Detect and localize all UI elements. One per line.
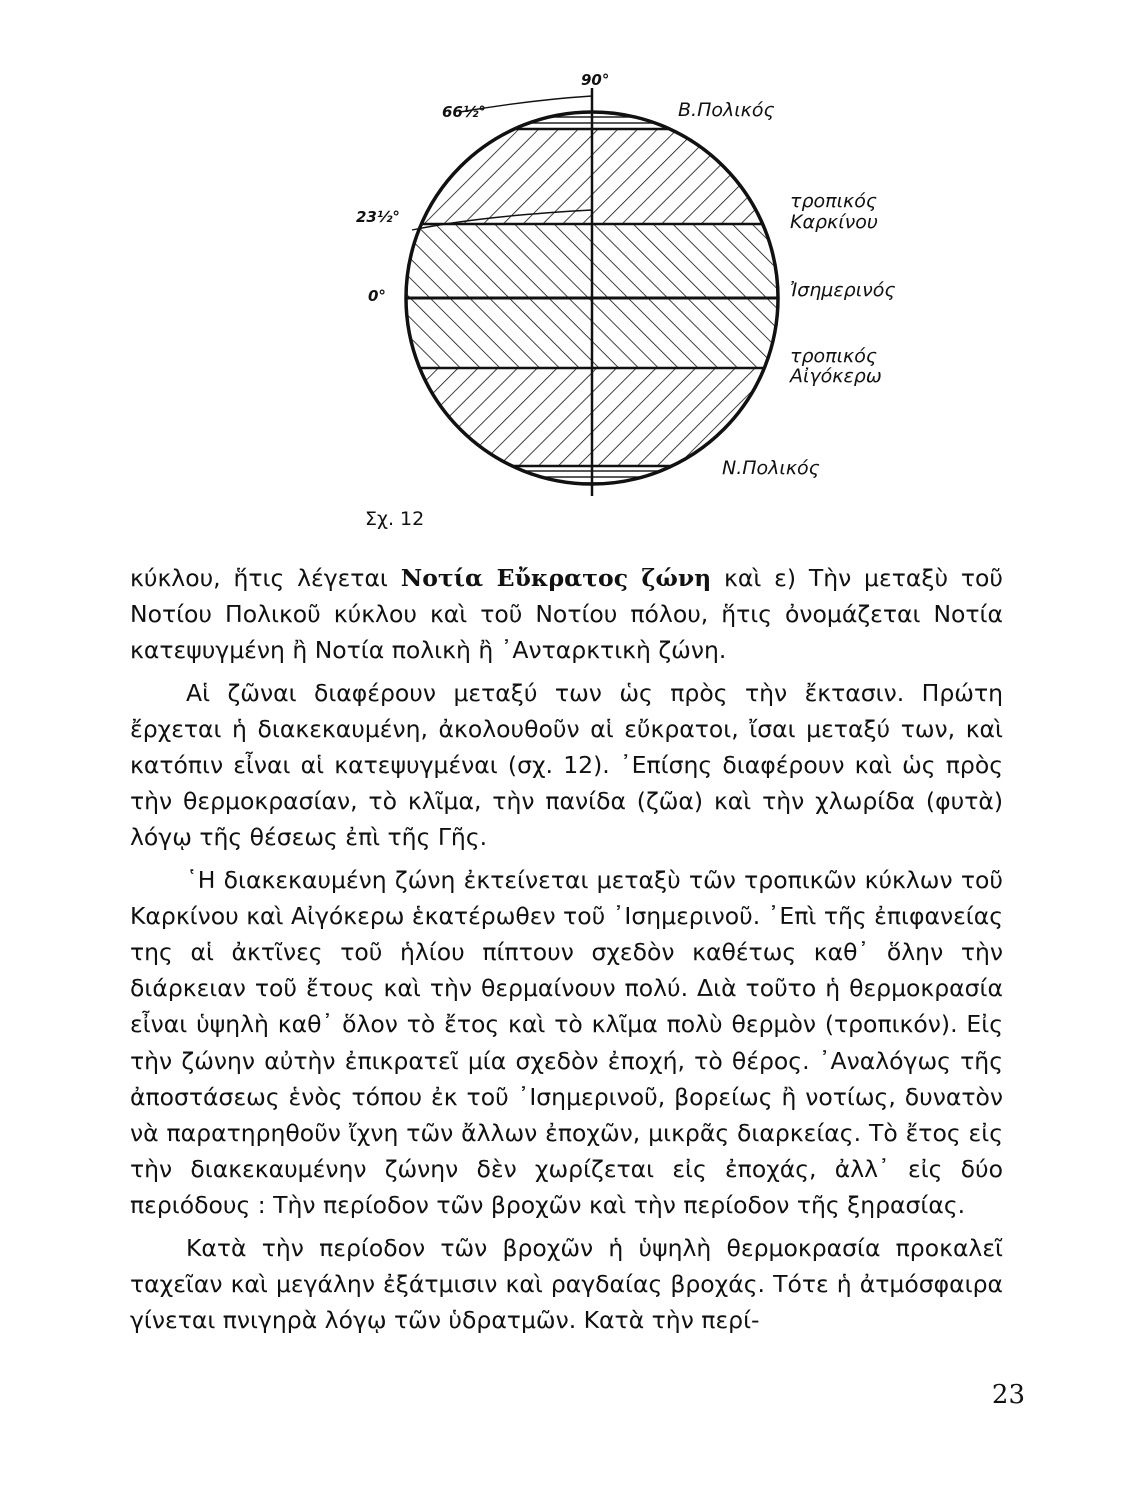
paragraph-4: Κατὰ τὴν περίοδον τῶν βροχῶν ἡ ὑψηλὴ θερμοκρασία προκαλεῖ ταχεῖαν καὶ μεγάλην ἐξάτμισιν καὶ ραγδαίας βροχάς. Τότε ἡ ἀτμόσφαιρα γίνεται πνιγηρὰ λόγῳ τῶν ὑδρατμῶν. Κατὰ τὴν περί- [130,1233,1003,1335]
paragraph-1 [130,560,1003,669]
label-tropic-capricorn-1: τροπικός [790,345,877,367]
zones-figure [330,60,896,510]
label-0-degrees: 0° [368,287,386,305]
paragraph-3: ῾Η διακεκαυμένη ζώνη ἐκτείνεται μεταξὺ τῶν τροπικῶν κύκλων τοῦ Καρκίνου καὶ Αἰγόκερω ἑκατέρωθεν τοῦ ᾿Ισημερινοῦ. ᾿Επὶ τῆς ἐπιφανείας της αἱ ἀκτῖνες τοῦ ἡλίου πίπτουν σχεδὸν καθέτως καθ᾿ ὅλην τὴν διάρκειαν τοῦ ἔτους καὶ τὴν θερμαίνουν πολύ. Διὰ τοῦτο ἡ θερμοκρασία εἶναι ὑψηλὴ καθ᾿ ὅλον τὸ ἔτος καὶ τὸ κλῖμα πολὺ θερμὸν (τροπικόν). Εἰς τὴν ζώνην αὐτὴν ἐπικρατεῖ μία σχεδὸν ἐποχή, τὸ θέρος. ᾿Αναλόγως τῆς ἀποστάσεως ἑνὸς τόπου ἐκ τοῦ ᾿Ισημερινοῦ, βορείως ἢ νοτίως, δυνατὸν νὰ παρατηρηθοῦν ἴχνη τῶν ἄλλων ἐποχῶν, μικρᾶς διαρκείας. Τὸ ἔτος εἰς τὴν διακεκαυμένην ζώνην δὲν χωρίζεται εἰς ἐποχάς, ἀλλ᾿ εἰς δύο περιόδους : Τὴν περίοδον τῶν βροχῶν καὶ τὴν περίοδον τῆς ξηρασίας. [130,865,1004,1220]
body-text [130,560,1003,1338]
label-equator: Ἰσημερινός [790,279,896,301]
label-tropic-cancer-2: Καρκίνου [790,211,878,233]
p1-bold-term: Νοτία Εὔκρατος ζώνη [400,564,712,592]
label-tropic-cancer-1: τροπικός [790,190,877,212]
page-number: 23 [991,1380,1025,1410]
label-23-degrees: 23½° [356,208,400,226]
label-north-polar: Β.Πολικός [678,99,775,121]
paragraph-2: Αἱ ζῶναι διαφέρουν μεταξύ των ὡς πρὸς τὴν ἔκτασιν. Πρώτη ἔρχεται ἡ διακεκαυμένη, ἀκολουθοῦν αἱ εὔκρατοι, ἴσαι μεταξύ των, καὶ κατόπιν εἶναι αἱ κατεψυγμέναι (σχ. 12). ᾿Επίσης διαφέρουν καὶ ὡς πρὸς τὴν θερμοκρασίαν, τὸ κλῖμα, τὴν πανίδα (ζῶα) καὶ τὴν χλωρίδα (φυτὰ) λόγῳ τῆς θέσεως ἐπὶ τῆς Γῆς. [130,678,1003,852]
label-south-polar: Ν.Πολικός [722,457,820,479]
label-90-degrees: 90° [581,71,610,89]
label-tropic-capricorn-2: Αἰγόκερω [790,365,882,387]
figure-caption: Σχ. 12 [365,508,425,530]
p1-end: καὶ ε) Τὴν μεταξὺ τοῦ Νοτίου Πολικοῦ κύκλου καὶ τοῦ Νοτίου πόλου, ἥτις ὀνομάζεται Νοτία κατεψυγμένη ἢ Νοτία πολικὴ ἢ ᾿Ανταρκτικὴ ζώνη. [130,564,1003,665]
p1-start: κύκλου, ἥτις λέγεται [130,564,401,592]
label-66-degrees: 66½° [442,103,486,121]
